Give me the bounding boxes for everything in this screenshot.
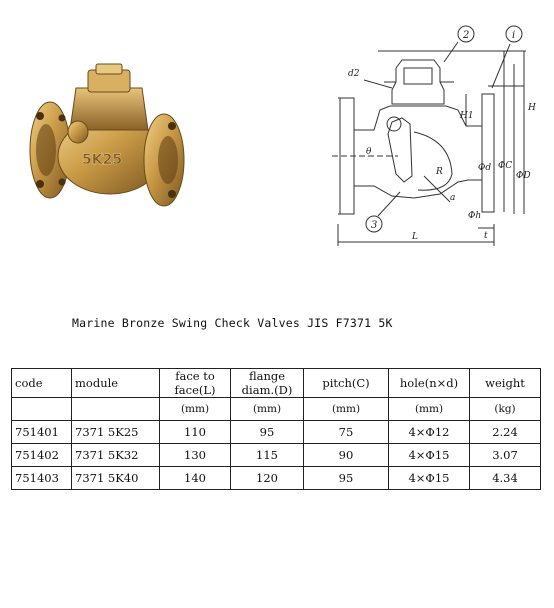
cell-module: 7371 5K25 xyxy=(72,421,160,444)
label-theta: θ xyxy=(366,147,372,157)
unit-weight: (kg) xyxy=(470,398,541,421)
photo-marking: 5K25 xyxy=(82,152,123,168)
unit-face-to-face: (mm) xyxy=(160,398,231,421)
header-code: code xyxy=(12,369,72,398)
header-weight: weight xyxy=(470,369,541,398)
cell-face-to-face: 140 xyxy=(160,467,231,490)
unit-pitch: (mm) xyxy=(304,398,389,421)
callout-2: 2 xyxy=(463,30,470,41)
table-row xyxy=(12,467,541,490)
callout-i: i xyxy=(512,30,516,41)
cell-code: 751402 xyxy=(12,444,72,467)
cell-weight: 2.24 xyxy=(470,421,541,444)
cell-hole: 4×Φ15 xyxy=(389,444,470,467)
page-title: Marine Bronze Swing Check Valves JIS F7371 5K xyxy=(72,316,393,330)
label-l: L xyxy=(412,232,418,242)
cell-module: 7371 5K32 xyxy=(72,444,160,467)
header-pitch: pitch(C) xyxy=(304,369,389,398)
header-flange-diam: flange diam.(D) xyxy=(231,369,304,398)
unit-code xyxy=(12,398,72,421)
cell-hole: 4×Φ12 xyxy=(389,421,470,444)
header-hole: hole(n×d) xyxy=(389,369,470,398)
table-header-row xyxy=(12,369,541,398)
cell-flange-diam: 95 xyxy=(231,421,304,444)
cell-flange-diam: 120 xyxy=(231,467,304,490)
header-module: module xyxy=(72,369,160,398)
cell-face-to-face: 130 xyxy=(160,444,231,467)
unit-hole: (mm) xyxy=(389,398,470,421)
label-phi-h: Φh xyxy=(468,211,482,221)
label-t: t xyxy=(484,231,488,241)
cell-flange-diam: 115 xyxy=(231,444,304,467)
label-d2: d2 xyxy=(348,69,360,79)
cell-code: 751403 xyxy=(12,467,72,490)
unit-module xyxy=(72,398,160,421)
label-r: R xyxy=(436,167,443,177)
cell-weight: 3.07 xyxy=(470,444,541,467)
cell-pitch: 75 xyxy=(304,421,389,444)
label-phi-d-small: Φd xyxy=(478,163,492,173)
header-face-to-face: face to face(L) xyxy=(160,369,231,398)
cell-pitch: 95 xyxy=(304,467,389,490)
valve-drawing xyxy=(318,14,554,254)
label-phi-d: ΦD xyxy=(516,171,531,181)
label-h: H xyxy=(528,103,536,113)
table-row xyxy=(12,421,541,444)
cell-face-to-face: 110 xyxy=(160,421,231,444)
table-units-row xyxy=(12,398,541,421)
label-h1: H1 xyxy=(460,111,474,121)
label-a: a xyxy=(450,193,456,203)
unit-flange-diam: (mm) xyxy=(231,398,304,421)
table-row xyxy=(12,444,541,467)
spec-table xyxy=(11,368,541,490)
callout-3: 3 xyxy=(371,220,378,231)
cell-code: 751401 xyxy=(12,421,72,444)
cell-weight: 4.34 xyxy=(470,467,541,490)
cell-pitch: 90 xyxy=(304,444,389,467)
cell-hole: 4×Φ15 xyxy=(389,467,470,490)
label-phi-c: ΦC xyxy=(498,161,513,171)
valve-photo xyxy=(22,60,192,220)
cell-module: 7371 5K40 xyxy=(72,467,160,490)
